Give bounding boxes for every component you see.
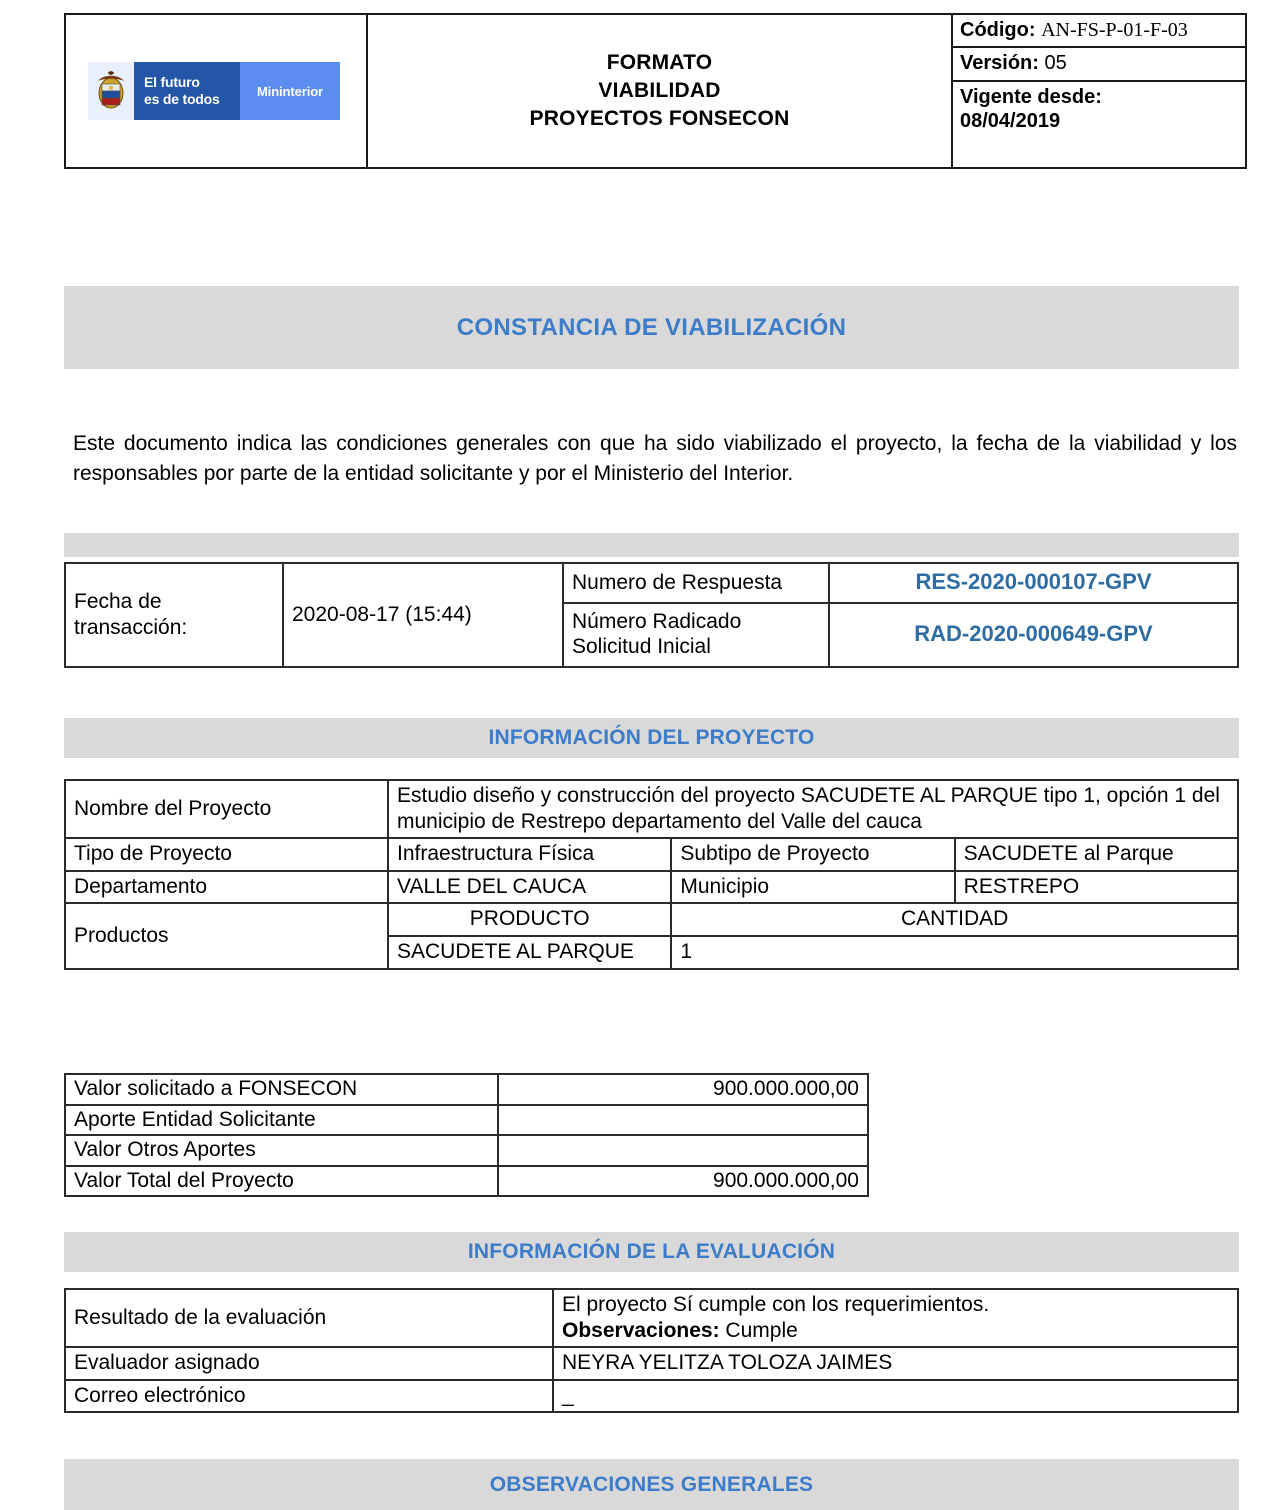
municipio-label: Municipio: [671, 871, 954, 904]
logo-entity-block: [240, 62, 340, 120]
meta-row-vigente: [953, 81, 1245, 138]
tipo-proyecto-value: Infraestructura Física: [388, 838, 671, 871]
table-row: [65, 1105, 868, 1136]
table-row: [65, 1166, 868, 1197]
mininterior-logo: [88, 62, 340, 120]
evaluation-table: [64, 1288, 1239, 1413]
section-band-observaciones: [64, 1459, 1239, 1510]
document-header-table: [64, 13, 1247, 169]
document-title-cell: [367, 14, 952, 168]
cantidad-column-header: CANTIDAD: [671, 903, 1238, 936]
resultado-evaluacion-value: [553, 1289, 1238, 1347]
meta-version-cell: [953, 47, 1245, 80]
section-band-evaluacion: [64, 1232, 1239, 1272]
nombre-proyecto-label: Nombre del Proyecto: [65, 780, 388, 838]
logo-entity-label: Mininterior: [256, 83, 324, 99]
resultado-evaluacion-label: Resultado de la evaluación: [65, 1289, 553, 1347]
fecha-transaccion-value: 2020-08-17 (15:44): [283, 563, 563, 667]
transaction-table: [64, 562, 1239, 668]
observaciones-label: Observaciones:: [562, 1318, 720, 1342]
document-meta-table: [953, 15, 1245, 138]
productos-label: Productos: [65, 903, 388, 968]
numero-respuesta-label: Numero de Respuesta: [563, 563, 829, 603]
numero-respuesta-value: RES-2020-000107-GPV: [829, 563, 1238, 603]
observaciones-line: [562, 1318, 1229, 1344]
document-title-line1: FORMATO: [606, 51, 713, 75]
evaluador-label: Evaluador asignado: [65, 1347, 553, 1380]
valor-amount: [498, 1105, 868, 1136]
logo-tagline-block: [134, 62, 240, 120]
meta-vigente-label: Vigente desde:: [960, 85, 1102, 108]
logo-tagline-line2: es de todos: [144, 91, 220, 107]
evaluador-value: NEYRA YELITZA TOLOZA JAIMES: [553, 1347, 1238, 1380]
spacer-band-transaction: [64, 533, 1239, 557]
valor-amount: [498, 1135, 868, 1166]
producto-column-header: PRODUCTO: [388, 903, 671, 936]
meta-row-version: [953, 47, 1245, 80]
meta-version-value: 05: [1044, 52, 1067, 75]
numero-radicado-label: Número Radicado Solicitud Inicial: [563, 603, 829, 667]
document-meta-cell: [952, 14, 1246, 168]
meta-vigente-cell: [953, 81, 1245, 138]
correo-electronico-label: Correo electrónico: [65, 1380, 553, 1413]
colombia-coat-of-arms-icon: [88, 62, 134, 120]
section-title-observaciones: OBSERVACIONES GENERALES: [489, 1472, 814, 1496]
numero-radicado-value: RAD-2020-000649-GPV: [829, 603, 1238, 667]
valor-amount: 900.000.000,00: [498, 1074, 868, 1105]
tipo-proyecto-label: Tipo de Proyecto: [65, 838, 388, 871]
table-row: [65, 1074, 868, 1105]
valor-label: Valor Otros Aportes: [65, 1135, 498, 1166]
table-row: [65, 1289, 1238, 1347]
intro-paragraph: Este documento indica las condiciones generales con que ha sido viabilizado el proyecto, la fecha de la viabilidad y los responsables por parte de la entidad solicitante y por el Ministerio del Interior.: [73, 432, 1237, 485]
logo-cell: [65, 14, 367, 168]
section-title-evaluacion: INFORMACIÓN DE LA EVALUACIÓN: [467, 1240, 836, 1263]
logo-tagline-line1: El futuro: [144, 74, 200, 91]
departamento-label: Departamento: [65, 871, 388, 904]
table-row: [65, 903, 1238, 936]
valor-label: Valor solicitado a FONSECON: [65, 1074, 498, 1105]
municipio-value: RESTREPO: [955, 871, 1238, 904]
valor-amount: 900.000.000,00: [498, 1166, 868, 1197]
meta-codigo-label: Código:: [960, 19, 1036, 41]
table-row: [65, 563, 1238, 603]
valor-label: Valor Total del Proyecto: [65, 1166, 498, 1197]
table-row: [65, 780, 1238, 838]
section-band-constancia: [64, 286, 1239, 369]
subtipo-proyecto-value: SACUDETE al Parque: [955, 838, 1238, 871]
meta-codigo-cell: [953, 15, 1245, 47]
subtipo-proyecto-label: Subtipo de Proyecto: [671, 838, 954, 871]
section-title-proyecto: INFORMACIÓN DEL PROYECTO: [488, 726, 815, 749]
valor-label: Aporte Entidad Solicitante: [65, 1105, 498, 1136]
meta-version-label: Versión:: [960, 52, 1039, 75]
resultado-evaluacion-text: El proyecto Sí cumple con los requerimientos.: [562, 1293, 990, 1316]
nombre-proyecto-value: Estudio diseño y construcción del proyecto SACUDETE AL PARQUE tipo 1, opción 1 del municipio de Restrepo departamento del Valle del cauca: [388, 780, 1238, 838]
table-row: [65, 838, 1238, 871]
fecha-transaccion-label: Fecha de transacción:: [65, 563, 283, 667]
project-values-table: [64, 1073, 869, 1197]
document-title-line2: VIABILIDAD: [598, 79, 721, 103]
section-band-proyecto: [64, 718, 1239, 758]
correo-electronico-value: _: [553, 1380, 1238, 1413]
table-row: [65, 871, 1238, 904]
meta-codigo-value: AN-FS-P-01-F-03: [1041, 19, 1188, 41]
table-row: [65, 1135, 868, 1166]
producto-cantidad-value: 1: [671, 936, 1238, 969]
producto-nombre-value: SACUDETE AL PARQUE: [388, 936, 671, 969]
project-info-table: [64, 779, 1239, 970]
section-title-constancia: CONSTANCIA DE VIABILIZACIÓN: [456, 313, 847, 341]
table-row: [65, 1347, 1238, 1380]
observaciones-value: Cumple: [725, 1318, 798, 1342]
meta-row-codigo: [953, 15, 1245, 47]
meta-vigente-value: 08/04/2019: [960, 110, 1061, 133]
document-title-line3: PROYECTOS FONSECON: [529, 106, 790, 130]
table-row: [65, 1380, 1238, 1413]
departamento-value: VALLE DEL CAUCA: [388, 871, 671, 904]
